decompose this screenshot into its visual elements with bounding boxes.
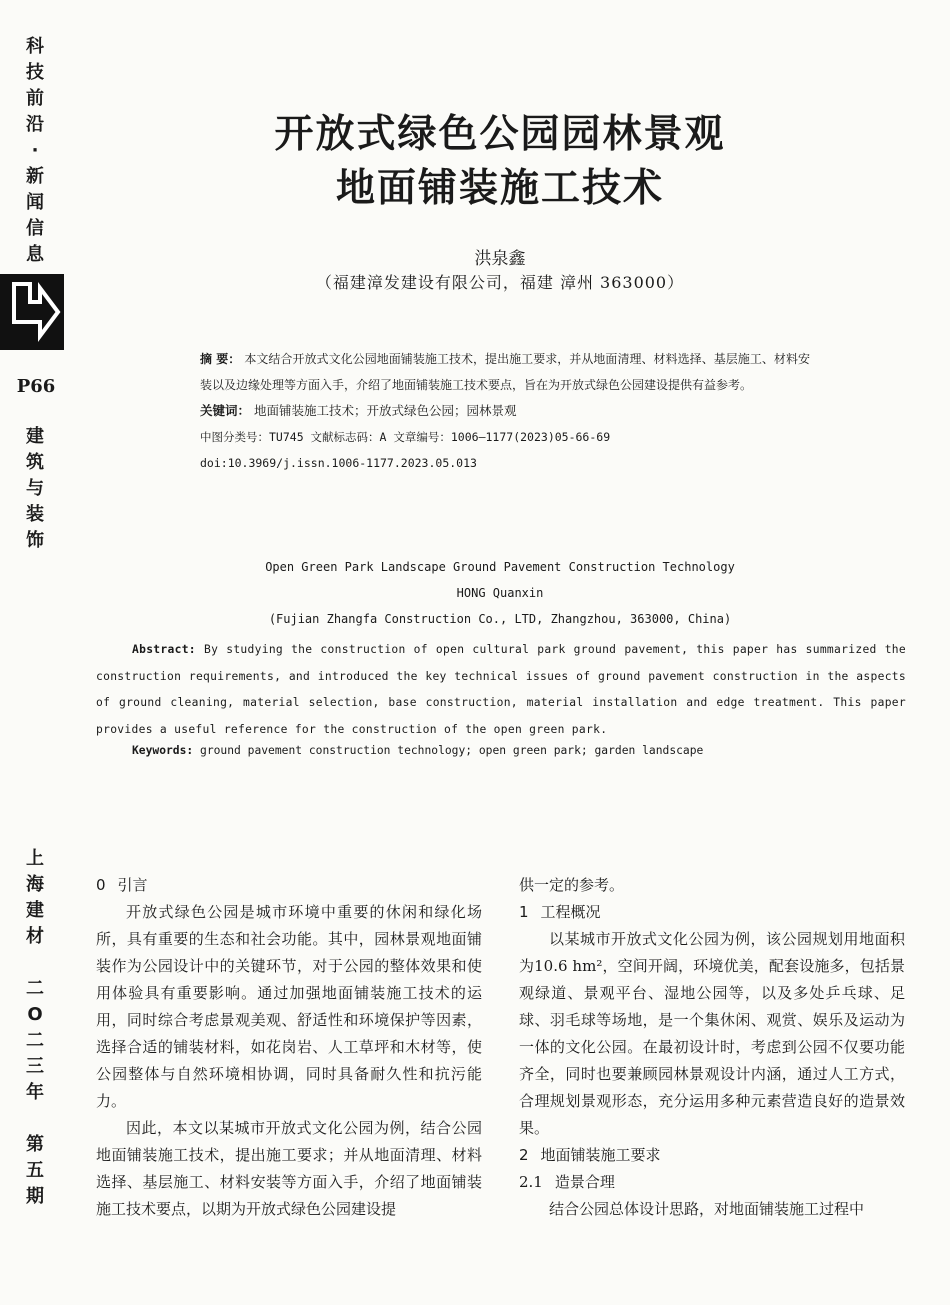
chinese-abstract-block xyxy=(200,346,810,476)
paragraph: 结合公园总体设计思路，对地面铺装施工过程中 xyxy=(549,1200,865,1218)
paragraph-continuation: 供一定的参考。 xyxy=(519,876,625,894)
article-title xyxy=(160,108,840,216)
english-abstract-text: By studying the construction of open cultural park ground pavement, this paper has summarized the construction requirements, and introduced the key technical issues of ground pavement construction in the aspects of ground cleaning, material selection, base construction, material installation and edge treatment. This paper provides a useful reference for the construction of the open green park. xyxy=(96,643,906,736)
paragraph: 开放式绿色公园是城市环境中重要的休闲和绿化场所，具有重要的生态和社会功能。其中，园林景观地面铺装作为公园设计中的关键环节，对于公园的整体效果和使用体验具有重要影响。通过加强地面铺装施工技术的运用，同时综合考虑景观美观、舒适性和环境保护等因素，选择合适的铺装材料，如花岗岩、人工草坪和木材等，使公园整体与自然环境相协调，同时具备耐久性和抗污能力。 xyxy=(96,903,482,1110)
english-keywords-label: Keywords: xyxy=(132,744,194,757)
journal-column-name: 科 技 前 沿 · 新 闻 信 息 xyxy=(26,36,44,265)
english-author: HONG Quanxin xyxy=(456,586,544,600)
arrow-logo xyxy=(0,274,64,350)
section-name: 建 筑 与 装 饰 xyxy=(26,426,44,551)
title-line-1: 开放式绿色公园园林景观 xyxy=(274,112,726,157)
section-heading-2: 2 地面铺装施工要求 xyxy=(519,1146,661,1164)
english-abstract xyxy=(96,637,906,743)
classification-line: 中图分类号：TU745 文献标志码：A 文章编号：1006—1177(2023)05-66-69 xyxy=(200,430,611,444)
section-heading-1: 1 工程概况 xyxy=(519,903,601,921)
subsection-heading-2-1: 2.1 造景合理 xyxy=(519,1173,615,1191)
body-column-right xyxy=(519,872,905,1223)
journal-sidebar xyxy=(0,0,66,1305)
english-keywords-text: ground pavement construction technology; open green park; garden landscape xyxy=(200,744,704,757)
keywords-label: 关键词： xyxy=(200,403,251,418)
author-affiliation: （福建漳发建设有限公司，福建 漳州 363000） xyxy=(315,273,685,292)
issue-info: 上 海 建 材 二 O 二 三 年 第 五 期 xyxy=(26,848,44,1207)
chinese-abstract xyxy=(200,346,810,398)
page-number: P66 xyxy=(16,376,56,397)
title-line-2: 地面铺装施工技术 xyxy=(335,166,664,211)
author-name: 洪泉鑫 xyxy=(474,249,526,269)
paragraph: 因此，本文以某城市开放式文化公园为例，结合公园地面铺装施工技术，提出施工要求；并从地面清理、材料选择、基层施工、材料安装等方面入手，介绍了地面铺装施工技术要点，以期为开放式绿色公园建设提 xyxy=(96,1119,482,1218)
keywords-text: 地面铺装施工技术；开放式绿色公园；园林景观 xyxy=(254,403,517,418)
paragraph: 以某城市开放式文化公园为例，该公园规划用地面积为10.6 hm²，空间开阔，环境优美，配套设施多，包括景观绿道、景观平台、湿地公园等，以及多处乒乓球、足球、羽毛球等场地，是一个集休闲、观赏、娱乐及运动为一体的文化公园。在最初设计时，考虑到公园不仅要功能齐全，同时也要兼顾园林景观设计内涵，通过人工方式，合理规划景观形态，充分运用多种元素营造良好的造景效果。 xyxy=(519,930,905,1137)
arrow-icon xyxy=(0,274,64,350)
body-column-left xyxy=(96,872,482,1223)
abstract-label: 摘 要： xyxy=(200,352,241,366)
section-heading-0: 0 引言 xyxy=(96,876,148,894)
abstract-text: 本文结合开放式文化公园地面铺装施工技术，提出施工要求，并从地面清理、材料选择、基层施工、材料安装以及边缘处理等方面入手，介绍了地面铺装施工技术要点，旨在为开放式绿色公园建设提供有益参考。 xyxy=(200,352,810,392)
english-abstract-label: Abstract: xyxy=(132,643,196,656)
english-affiliation: (Fujian Zhangfa Construction Co., LTD, Zhangzhou, 363000, China) xyxy=(268,612,732,626)
doi-line: doi:10.3969/j.issn.1006-1177.2023.05.013 xyxy=(200,456,477,470)
english-title: Open Green Park Landscape Ground Pavement Construction Technology xyxy=(265,560,735,574)
chinese-keywords xyxy=(200,398,810,424)
english-keywords xyxy=(132,744,912,757)
